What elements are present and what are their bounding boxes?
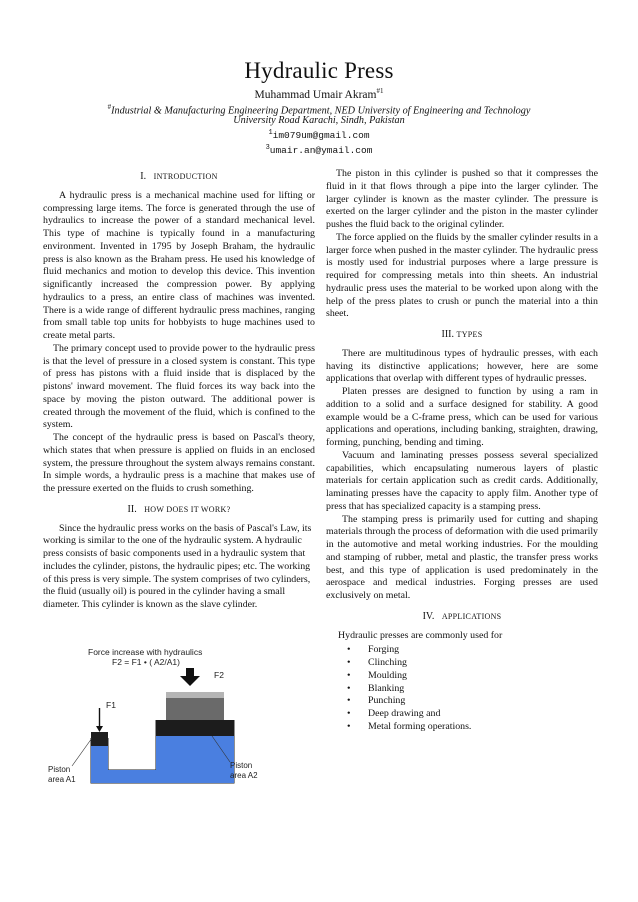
section-title: APPLICATIONS [441, 611, 502, 621]
list-item: • Clinching [326, 657, 598, 670]
section-numeral: III. [441, 329, 455, 340]
affiliation-sup: # [107, 103, 112, 111]
f2-label: F2 [214, 670, 224, 680]
vessel-inner-outline [108, 720, 156, 770]
applications-intro: Hydraulic presses are commonly used for [338, 629, 503, 641]
email-line-1 [0, 129, 638, 141]
list-item: • Forging [326, 644, 598, 657]
email-line-2 [0, 144, 638, 156]
section-numeral: IV. [422, 610, 435, 622]
figure-title: Force increase with hydraulics [88, 647, 203, 657]
large-piston-highlight [166, 692, 224, 698]
list-item: • Deep drawing and [326, 708, 598, 721]
author-name: Muhammad Umair Akram [254, 88, 377, 101]
right-column [326, 168, 598, 734]
section-heading-applications [326, 611, 598, 624]
list-item: • Metal forming operations. [326, 721, 598, 734]
author-line [0, 87, 638, 101]
applications-list [326, 644, 598, 733]
section-numeral: II. [127, 503, 137, 515]
piston-a1-leader [72, 738, 92, 766]
fluid [91, 736, 234, 783]
email-1: im079um@gmail.com [272, 130, 370, 142]
small-piston [91, 732, 108, 746]
piston-a2-label-line-1: Piston [230, 761, 253, 770]
section-heading-how-it-works [43, 504, 315, 517]
section-heading-introduction [43, 171, 315, 184]
email-1-sup: 1 [268, 129, 273, 137]
intro-paragraph-2: The primary concept used to provide power to the hydraulic press is that the level of pressure in a closed system is constant. This type of press has pistons with a fluid inside that is displaced by the pistons' inward movement. The fluid forces its way back into the space by moving the piston outward. The additional power is created through the movement of the fluid, which is confined to the system. [43, 342, 315, 431]
section-title: HOW DOES IT WORK? [144, 504, 231, 514]
left-column [43, 163, 315, 612]
intro-paragraph-1: A hydraulic press is a mechanical machine used for lifting or compressing large items. The force is generated through the use of hydraulics to increase the power of a standard mechanical level. This type of machine is typically found in a manufacturing environment. Invented in 1795 by Joseph Braham, the hydraulic press is also known as the Braham press. He used his knowledge of fluid mechanics and motion to develop this device. This invention significantly increased the compression power. By applying hydraulics to a press, an entire class of machines was invented. There is a wide range of different hydraulic press machines, ranging from small table top units for hobbyists to huge machines used to create metal parts. [43, 189, 315, 341]
large-piston-base [156, 720, 234, 736]
affiliation-line-2: University Road Karachi, Sindh, Pakistan [233, 115, 405, 126]
list-item: • Punching [326, 695, 598, 708]
how-paragraph-1: Since the hydraulic press works on the basis of Pascal's Law, its working is similar to the one of the hydraulic system. A hydraulic press consists of basic components used in a hydraulic system that includes the cylinder, pistons, the hydraulic pipes; etc. The working of this press is very simple. The system comprises of two cylinders, the fluid (usually oil) is poured in the cylinder having a small diameter. This cylinder is known as the slave cylinder. [43, 522, 312, 610]
intro-paragraph-3: The concept of the hydraulic press is based on Pascal's theory, which states that when pressure is applied on fluids in an enclosed system, the pressure throughout the system always remains constant. In simple words, a hydraulic press is a machine that makes use of the pressure exerted on the fluids to crush something. [43, 432, 315, 494]
f1-label: F1 [106, 700, 116, 710]
email-2-sup: 3 [265, 144, 270, 152]
paper-title: Hydraulic Press [244, 58, 394, 83]
list-item: • Blanking [326, 683, 598, 696]
section-title: TYPES [456, 330, 483, 339]
list-item: • Moulding [326, 670, 598, 683]
hydraulic-press-figure [44, 646, 284, 796]
f2-arrow [180, 668, 200, 686]
types-paragraph-1: There are multitudinous types of hydraulic presses, with each having its distinctive applications; however, here are some applications that overlap with different types of hydraulic presses. [326, 347, 598, 385]
section-title: INTRODUCTION [153, 172, 218, 181]
types-paragraph-4: The stamping press is primarily used for cutting and shaping materials through the process of deformation with die used primarily in the automotive and metal working industries. For the moulding and stamping of rubber, metal and plastic, the transfer press works best, and this type of application is used predominately in the aerospace and medical industries. Forging presses are used exclusively on metal. [326, 513, 598, 601]
email-2: umair.an@ymail.com [269, 145, 373, 157]
section-heading-types [326, 329, 598, 342]
section-numeral: I. [140, 171, 147, 182]
piston-a2-label-line-2: area A2 [230, 771, 258, 780]
types-paragraph-2: Platen presses are designed to function by using a ram in addition to a solid and a surface designed for stability. A good example would be a C-frame press, which can be used for various applications and operations, including banking, straighten, drawing, forming, punching, bending and timing. [326, 386, 598, 448]
piston-a1-label-line-1: Piston [48, 765, 71, 774]
f1-arrow-head [96, 726, 103, 732]
how-paragraph-3: The force applied on the fluids by the smaller cylinder results in a larger force when pushed in the master cylinder. The hydraulic press is mostly used for industrial purposes where a large pressure is required for compressing metals into thin sheets. An industrial hydraulic press uses the material to be worked upon along with the help of the press plates to crush or punch the material into a thin sheet. [326, 231, 598, 320]
figure-equation: F2 = F1 • ( A2/A1) [112, 657, 180, 667]
affiliation-text-1: Industrial & Manufacturing Engineering Department, NED University of Engineering and Technology [111, 105, 531, 117]
types-paragraph-3: Vacuum and laminating presses possess several specialized capabilities, which encapsulating numerous layers of plastic materials for certain application such as credit cards. Additionally, laminating presses have the capacity to apply film. Another type of press that has specialized capacity is a stamping press. [326, 449, 598, 512]
how-paragraph-2: The piston in this cylinder is pushed so that it compresses the fluid in it that flows through a pipe into the larger cylinder. The larger cylinder is known as the master cylinder. The pressure is exerted on the larger cylinder and the piston in the master cylinder pushes the fluid back to the original cylinder. [326, 168, 598, 230]
author-sup: #1 [376, 87, 384, 95]
piston-a1-label-line-2: area A1 [48, 775, 76, 784]
